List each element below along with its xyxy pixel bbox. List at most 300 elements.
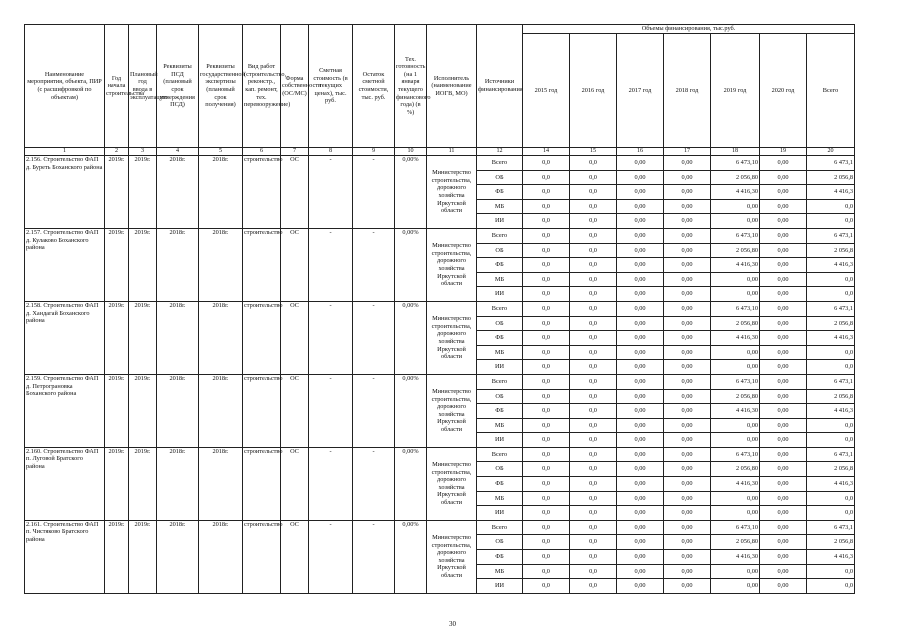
amount-cell: 0,00: [760, 170, 807, 185]
header-sources: Источники финансирования: [477, 25, 523, 148]
amount-cell: 2 056,8: [807, 243, 855, 258]
column-number: 9: [353, 148, 395, 156]
amount-cell: 0,0: [570, 243, 617, 258]
amount-cell: 2 056,80: [711, 170, 760, 185]
header-readiness: Тех. готовность (на 1 января текущего финансового года) (в %): [395, 25, 427, 148]
table-row: [25, 374, 855, 389]
amount-cell: 0,00: [617, 389, 664, 404]
amount-cell: 0,00: [617, 447, 664, 462]
funding-source: МБ: [477, 272, 523, 287]
amount-cell: 0,00: [760, 287, 807, 302]
amount-cell: 0,0: [807, 287, 855, 302]
column-number: 12: [477, 148, 523, 156]
amount-cell: 0,0: [570, 579, 617, 594]
amount-cell: 0,0: [570, 535, 617, 550]
amount-cell: 6 473,10: [711, 301, 760, 316]
amount-cell: 0,0: [523, 462, 570, 477]
funding-source: ИИ: [477, 579, 523, 594]
amount-cell: 0,0: [807, 579, 855, 594]
amount-cell: 2 056,8: [807, 170, 855, 185]
amount-cell: 0,00: [664, 301, 711, 316]
work-type: строительство: [243, 301, 281, 374]
amount-cell: 4 416,3: [807, 258, 855, 273]
funding-source: ОБ: [477, 316, 523, 331]
amount-cell: 0,0: [807, 360, 855, 375]
amount-cell: 0,00: [664, 418, 711, 433]
year-start: 2019г.: [105, 228, 129, 301]
amount-cell: 0,0: [570, 433, 617, 448]
amount-cell: 0,0: [523, 564, 570, 579]
amount-cell: 0,0: [570, 156, 617, 171]
amount-cell: 0,0: [523, 156, 570, 171]
funding-source: ОБ: [477, 170, 523, 185]
amount-cell: 0,00: [760, 258, 807, 273]
amount-cell: 0,0: [570, 228, 617, 243]
amount-cell: 0,00: [617, 243, 664, 258]
column-number-row: [25, 148, 855, 156]
amount-cell: 0,0: [523, 491, 570, 506]
funding-source: Всего: [477, 156, 523, 171]
amount-cell: 0,00: [711, 506, 760, 521]
column-number: 2: [105, 148, 129, 156]
amount-cell: 0,00: [711, 433, 760, 448]
funding-source: Всего: [477, 301, 523, 316]
column-number: 5: [199, 148, 243, 156]
amount-cell: 0,00: [711, 287, 760, 302]
amount-cell: 0,0: [570, 447, 617, 462]
amount-cell: 2 056,80: [711, 462, 760, 477]
column-number: 6: [243, 148, 281, 156]
amount-cell: 0,0: [570, 564, 617, 579]
amount-cell: 0,0: [523, 272, 570, 287]
amount-cell: 0,00: [664, 199, 711, 214]
amount-cell: 0,00: [760, 228, 807, 243]
remaining-cost: -: [353, 156, 395, 229]
amount-cell: 0,00: [760, 374, 807, 389]
amount-cell: 0,0: [807, 433, 855, 448]
header-executor: Исполнитель (наименование ИОГВ, МО): [427, 25, 477, 148]
amount-cell: 0,00: [664, 491, 711, 506]
amount-cell: 0,00: [617, 170, 664, 185]
amount-cell: 6 473,1: [807, 520, 855, 535]
readiness: 0,00%: [395, 374, 427, 447]
amount-cell: 6 473,1: [807, 374, 855, 389]
amount-cell: 0,0: [523, 535, 570, 550]
funding-source: ИИ: [477, 214, 523, 229]
estimated-cost: -: [309, 447, 353, 520]
amount-cell: 0,0: [807, 345, 855, 360]
amount-cell: 4 416,30: [711, 550, 760, 565]
amount-cell: 2 056,80: [711, 243, 760, 258]
header-2020: 2020 год: [760, 34, 807, 148]
remaining-cost: -: [353, 374, 395, 447]
amount-cell: 0,00: [760, 389, 807, 404]
psd-date: 2018г.: [157, 301, 199, 374]
header-remaining: Остаток сметной стоимости, тыс. руб.: [353, 25, 395, 148]
amount-cell: 0,0: [523, 243, 570, 258]
amount-cell: 0,0: [807, 214, 855, 229]
amount-cell: 0,00: [617, 185, 664, 200]
plan-year: 2019г.: [129, 156, 157, 229]
header-2017: 2017 год: [617, 34, 664, 148]
amount-cell: 0,00: [760, 360, 807, 375]
object-name: 2.159. Строительство ФАП д. Петрограновка Боханского района: [25, 374, 105, 447]
amount-cell: 0,00: [617, 462, 664, 477]
amount-cell: 0,0: [570, 301, 617, 316]
amount-cell: 0,0: [523, 374, 570, 389]
amount-cell: 0,0: [570, 170, 617, 185]
executor: Министерство строительства, дорожного хозяйства Иркутской области: [427, 447, 477, 520]
funding-source: МБ: [477, 564, 523, 579]
amount-cell: 0,0: [570, 404, 617, 419]
amount-cell: 0,0: [807, 199, 855, 214]
estimated-cost: -: [309, 228, 353, 301]
amount-cell: 0,00: [617, 520, 664, 535]
amount-cell: 0,00: [617, 272, 664, 287]
amount-cell: 0,0: [570, 506, 617, 521]
funding-source: ИИ: [477, 287, 523, 302]
amount-cell: 0,00: [760, 214, 807, 229]
amount-cell: 0,00: [711, 579, 760, 594]
remaining-cost: -: [353, 520, 395, 593]
work-type: строительство: [243, 520, 281, 593]
estimated-cost: -: [309, 520, 353, 593]
column-number: 3: [129, 148, 157, 156]
amount-cell: 0,0: [570, 491, 617, 506]
amount-cell: 0,0: [523, 579, 570, 594]
amount-cell: 0,00: [760, 345, 807, 360]
amount-cell: 0,0: [523, 418, 570, 433]
amount-cell: 0,0: [570, 185, 617, 200]
amount-cell: 0,00: [617, 506, 664, 521]
amount-cell: 0,00: [617, 228, 664, 243]
amount-cell: 6 473,10: [711, 156, 760, 171]
funding-source: Всего: [477, 447, 523, 462]
funding-source: ОБ: [477, 462, 523, 477]
financing-table: [24, 24, 855, 594]
amount-cell: 2 056,8: [807, 535, 855, 550]
column-number: 17: [664, 148, 711, 156]
column-number: 4: [157, 148, 199, 156]
column-number: 11: [427, 148, 477, 156]
column-number: 19: [760, 148, 807, 156]
amount-cell: 0,00: [664, 228, 711, 243]
amount-cell: 0,00: [760, 447, 807, 462]
amount-cell: 0,00: [760, 550, 807, 565]
amount-cell: 0,0: [570, 550, 617, 565]
funding-source: ОБ: [477, 535, 523, 550]
amount-cell: 0,00: [760, 520, 807, 535]
amount-cell: 0,00: [664, 506, 711, 521]
funding-source: МБ: [477, 345, 523, 360]
amount-cell: 0,00: [711, 360, 760, 375]
column-number: 16: [617, 148, 664, 156]
amount-cell: 4 416,3: [807, 550, 855, 565]
funding-source: МБ: [477, 491, 523, 506]
executor: Министерство строительства, дорожного хозяйства Иркутской области: [427, 156, 477, 229]
page-number: 30: [449, 620, 456, 628]
object-name: 2.161. Строительство ФАП п. Чистяково Братского района: [25, 520, 105, 593]
amount-cell: 0,00: [664, 564, 711, 579]
amount-cell: 0,00: [711, 564, 760, 579]
amount-cell: 0,00: [664, 316, 711, 331]
amount-cell: 0,00: [760, 433, 807, 448]
table-row: [25, 156, 855, 171]
amount-cell: 0,0: [570, 418, 617, 433]
expertise-date: 2018г.: [199, 228, 243, 301]
remaining-cost: -: [353, 228, 395, 301]
amount-cell: 0,00: [711, 345, 760, 360]
amount-cell: 0,0: [523, 301, 570, 316]
remaining-cost: -: [353, 447, 395, 520]
plan-year: 2019г.: [129, 374, 157, 447]
expertise-date: 2018г.: [199, 520, 243, 593]
executor: Министерство строительства, дорожного хозяйства Иркутской области: [427, 301, 477, 374]
amount-cell: 0,00: [617, 156, 664, 171]
amount-cell: 0,00: [617, 214, 664, 229]
amount-cell: 0,00: [664, 243, 711, 258]
amount-cell: 0,0: [570, 272, 617, 287]
amount-cell: 0,0: [807, 272, 855, 287]
amount-cell: 0,00: [617, 345, 664, 360]
object-name: 2.157. Строительство ФАП д. Кулаково Боханского района: [25, 228, 105, 301]
header-2019: 2019 год: [711, 34, 760, 148]
amount-cell: 0,00: [664, 404, 711, 419]
amount-cell: 0,00: [617, 301, 664, 316]
table-row: [25, 301, 855, 316]
header-total: Всего: [807, 34, 855, 148]
amount-cell: 0,00: [711, 214, 760, 229]
psd-date: 2018г.: [157, 520, 199, 593]
ownership: ОС: [281, 301, 309, 374]
amount-cell: 4 416,3: [807, 331, 855, 346]
amount-cell: 0,0: [523, 287, 570, 302]
amount-cell: 0,0: [807, 506, 855, 521]
executor: Министерство строительства, дорожного хозяйства Иркутской области: [427, 520, 477, 593]
amount-cell: 0,00: [664, 258, 711, 273]
amount-cell: 0,00: [760, 199, 807, 214]
funding-source: ФБ: [477, 258, 523, 273]
readiness: 0,00%: [395, 156, 427, 229]
amount-cell: 0,0: [523, 506, 570, 521]
amount-cell: 0,0: [570, 360, 617, 375]
amount-cell: 0,00: [617, 316, 664, 331]
readiness: 0,00%: [395, 520, 427, 593]
amount-cell: 0,0: [570, 214, 617, 229]
table-row: [25, 520, 855, 535]
year-start: 2019г.: [105, 447, 129, 520]
amount-cell: 0,0: [807, 491, 855, 506]
work-type: строительство: [243, 374, 281, 447]
amount-cell: 4 416,3: [807, 185, 855, 200]
header-name: Наименование мероприятия, объекта, ПИР (с расшифровкой по объектам): [25, 25, 105, 148]
amount-cell: 0,0: [570, 258, 617, 273]
amount-cell: 4 416,30: [711, 185, 760, 200]
amount-cell: 0,00: [664, 374, 711, 389]
amount-cell: 0,0: [523, 404, 570, 419]
header-psd: Реквизиты ПСД (плановый срок утверждения ПСД): [157, 25, 199, 148]
year-start: 2019г.: [105, 374, 129, 447]
funding-source: МБ: [477, 199, 523, 214]
amount-cell: 0,00: [664, 185, 711, 200]
amount-cell: 4 416,30: [711, 258, 760, 273]
amount-cell: 0,0: [523, 433, 570, 448]
funding-source: Всего: [477, 228, 523, 243]
amount-cell: 0,00: [664, 550, 711, 565]
plan-year: 2019г.: [129, 301, 157, 374]
amount-cell: 0,00: [617, 360, 664, 375]
amount-cell: 0,0: [807, 418, 855, 433]
amount-cell: 0,00: [617, 579, 664, 594]
column-number: 14: [523, 148, 570, 156]
amount-cell: 6 473,1: [807, 156, 855, 171]
ownership: ОС: [281, 156, 309, 229]
work-type: строительство: [243, 228, 281, 301]
amount-cell: 0,00: [760, 418, 807, 433]
work-type: строительство: [243, 447, 281, 520]
expertise-date: 2018г.: [199, 447, 243, 520]
amount-cell: 0,00: [617, 374, 664, 389]
column-number: 20: [807, 148, 855, 156]
amount-cell: 0,0: [523, 214, 570, 229]
amount-cell: 0,0: [523, 550, 570, 565]
amount-cell: 0,00: [760, 564, 807, 579]
amount-cell: 0,00: [617, 258, 664, 273]
amount-cell: 6 473,10: [711, 374, 760, 389]
amount-cell: 0,00: [760, 331, 807, 346]
ownership: ОС: [281, 520, 309, 593]
amount-cell: 0,00: [711, 272, 760, 287]
amount-cell: 0,00: [664, 462, 711, 477]
amount-cell: 0,0: [570, 287, 617, 302]
readiness: 0,00%: [395, 301, 427, 374]
amount-cell: 0,00: [617, 564, 664, 579]
amount-cell: 0,00: [760, 579, 807, 594]
amount-cell: 0,0: [523, 389, 570, 404]
header-plan-year: Плановый год ввода в эксплуатацию: [129, 25, 157, 148]
amount-cell: 0,00: [664, 535, 711, 550]
amount-cell: 0,0: [523, 170, 570, 185]
funding-source: ФБ: [477, 477, 523, 492]
amount-cell: 0,00: [664, 433, 711, 448]
amount-cell: 0,00: [664, 345, 711, 360]
column-number: 8: [309, 148, 353, 156]
estimated-cost: -: [309, 301, 353, 374]
amount-cell: 0,00: [617, 477, 664, 492]
amount-cell: 0,00: [760, 316, 807, 331]
amount-cell: 0,00: [760, 404, 807, 419]
header-volumes: Объемы финансирования, тыс.руб.: [523, 25, 855, 34]
amount-cell: 6 473,10: [711, 228, 760, 243]
amount-cell: 0,00: [711, 199, 760, 214]
year-start: 2019г.: [105, 156, 129, 229]
funding-source: ФБ: [477, 185, 523, 200]
amount-cell: 0,00: [664, 477, 711, 492]
amount-cell: 0,00: [617, 331, 664, 346]
amount-cell: 0,00: [760, 491, 807, 506]
work-type: строительство: [243, 156, 281, 229]
amount-cell: 2 056,80: [711, 535, 760, 550]
header-cost: Сметная стоимость (в текущих ценах), тыс. руб.: [309, 25, 353, 148]
amount-cell: 6 473,1: [807, 228, 855, 243]
plan-year: 2019г.: [129, 228, 157, 301]
amount-cell: 6 473,10: [711, 447, 760, 462]
amount-cell: 0,00: [664, 331, 711, 346]
executor: Министерство строительства, дорожного хозяйства Иркутской области: [427, 228, 477, 301]
table-row: [25, 447, 855, 462]
amount-cell: 2 056,8: [807, 389, 855, 404]
header-work-type: Вид работ (строительство, реконстр., кап. ремонт, тех. перевооружение): [243, 25, 281, 148]
amount-cell: 2 056,8: [807, 316, 855, 331]
amount-cell: 0,0: [523, 477, 570, 492]
executor: Министерство строительства, дорожного хозяйства Иркутской области: [427, 374, 477, 447]
amount-cell: 0,0: [570, 389, 617, 404]
funding-source: Всего: [477, 374, 523, 389]
amount-cell: 0,0: [523, 360, 570, 375]
amount-cell: 0,0: [570, 345, 617, 360]
amount-cell: 0,00: [760, 272, 807, 287]
header-2016: 2016 год: [570, 34, 617, 148]
amount-cell: 0,0: [570, 477, 617, 492]
funding-source: ИИ: [477, 433, 523, 448]
expertise-date: 2018г.: [199, 374, 243, 447]
amount-cell: 0,00: [760, 243, 807, 258]
amount-cell: 6 473,1: [807, 301, 855, 316]
funding-source: Всего: [477, 520, 523, 535]
amount-cell: 2 056,8: [807, 462, 855, 477]
remaining-cost: -: [353, 301, 395, 374]
amount-cell: 0,0: [570, 520, 617, 535]
readiness: 0,00%: [395, 228, 427, 301]
amount-cell: 0,0: [570, 331, 617, 346]
amount-cell: 0,00: [664, 287, 711, 302]
amount-cell: 0,00: [760, 185, 807, 200]
amount-cell: 0,00: [760, 462, 807, 477]
amount-cell: 0,0: [523, 345, 570, 360]
amount-cell: 0,00: [617, 199, 664, 214]
estimated-cost: -: [309, 156, 353, 229]
ownership: ОС: [281, 447, 309, 520]
amount-cell: 0,00: [664, 389, 711, 404]
amount-cell: 0,0: [570, 199, 617, 214]
amount-cell: 0,00: [617, 418, 664, 433]
amount-cell: 0,00: [617, 491, 664, 506]
amount-cell: 0,0: [807, 564, 855, 579]
amount-cell: 0,0: [570, 462, 617, 477]
funding-source: ИИ: [477, 506, 523, 521]
column-number: 7: [281, 148, 309, 156]
amount-cell: 0,00: [760, 535, 807, 550]
column-number: 18: [711, 148, 760, 156]
amount-cell: 6 473,10: [711, 520, 760, 535]
amount-cell: 4 416,30: [711, 477, 760, 492]
header-expertise: Реквизиты государственной экспертизы (плановый срок получения): [199, 25, 243, 148]
amount-cell: 0,00: [617, 287, 664, 302]
amount-cell: 4 416,30: [711, 331, 760, 346]
amount-cell: 0,0: [523, 199, 570, 214]
header-2018: 2018 год: [664, 34, 711, 148]
funding-source: ФБ: [477, 550, 523, 565]
amount-cell: 0,00: [617, 404, 664, 419]
object-name: 2.160. Строительство ФАП п. Луговой Братского района: [25, 447, 105, 520]
amount-cell: 0,00: [664, 272, 711, 287]
column-number: 1: [25, 148, 105, 156]
psd-date: 2018г.: [157, 447, 199, 520]
amount-cell: 6 473,1: [807, 447, 855, 462]
funding-source: ИИ: [477, 360, 523, 375]
amount-cell: 4 416,30: [711, 404, 760, 419]
readiness: 0,00%: [395, 447, 427, 520]
